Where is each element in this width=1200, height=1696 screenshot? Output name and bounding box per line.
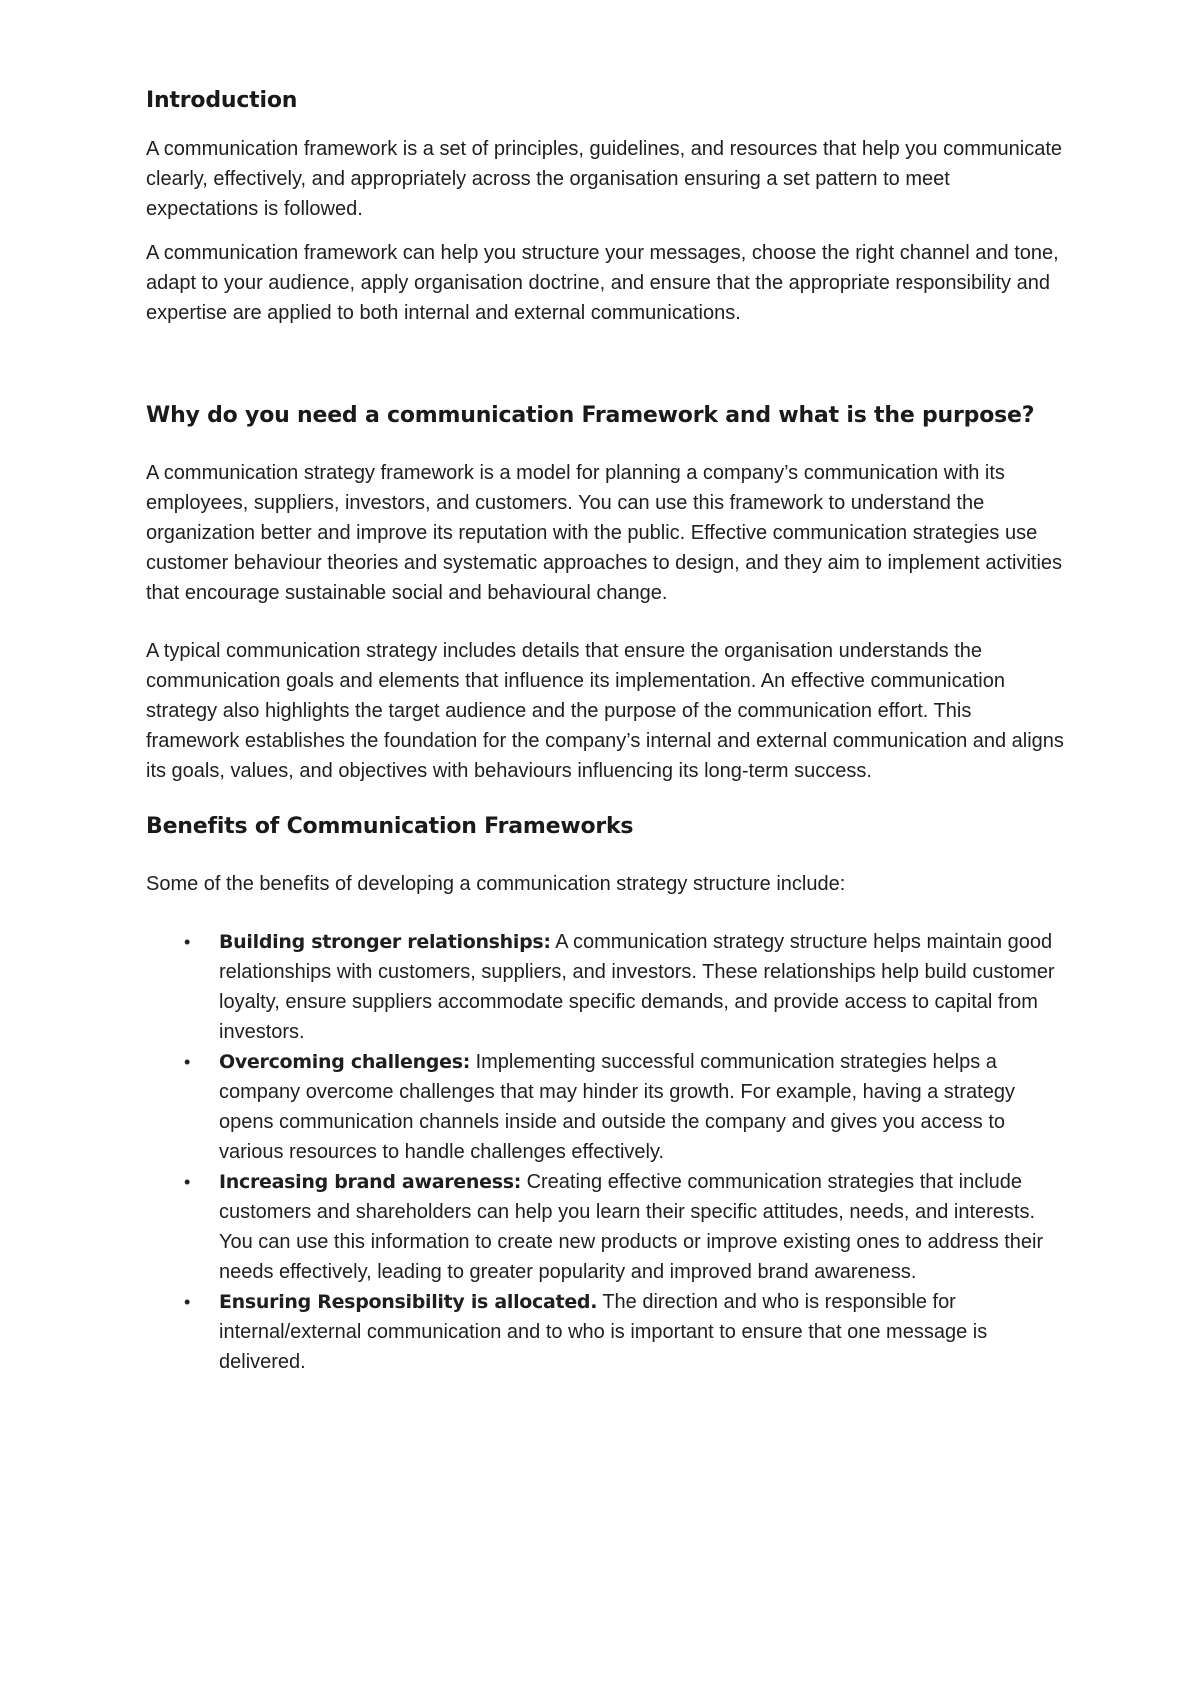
benefits-heading: Benefits of Communication Frameworks [146, 814, 634, 839]
benefit-title: Increasing brand awareness: [219, 1171, 522, 1193]
benefit-title: Overcoming challenges: [219, 1051, 471, 1073]
list-item [146, 1047, 1066, 1167]
bullet-icon: • [184, 1052, 191, 1072]
benefit-text: A communication strategy structure helps maintain good relationships with customers, suppliers, and investors. These relationships help build customer loyalty, ensure suppliers accommodate specific demands, and provide access to capital from investors. [219, 931, 1055, 1043]
benefit-title: Ensuring Responsibility is allocated. [219, 1291, 598, 1313]
bullet-icon: • [184, 1292, 191, 1312]
benefit-text: Creating effective communication strategies that include customers and shareholders can help you learn their specific attitudes, needs, and interests. You can use this information to create new products or improve existing ones to address their needs effectively, leading to greater popularity and improved brand awareness. [219, 1171, 1044, 1283]
bullet-icon: • [184, 1172, 191, 1192]
purpose-heading: Why do you need a communication Framework and what is the purpose? [146, 403, 1035, 428]
bullet-icon: • [184, 932, 191, 952]
intro-paragraph-2: A communication framework can help you structure your messages, choose the right channel and tone, adapt to your audience, apply organisation doctrine, and ensure that the appropriate responsibility and expertise are applied to both internal and external communications. [146, 242, 1059, 324]
document-page [146, 88, 1066, 1377]
benefit-text: Implementing successful communication strategies helps a company overcome challenges that may hinder its growth. For example, having a strategy opens communication channels inside and outside the company and gives you access to various resources to handle challenges effectively. [219, 1051, 1015, 1163]
purpose-paragraph-1: A communication strategy framework is a model for planning a company’s communication with its employees, suppliers, investors, and customers. You can use this framework to understand the organization better and improve its reputation with the public. Effective communication strategies use customer behaviour theories and systematic approaches to design, and they aim to implement activities that encourage sustainable social and behavioural change. [146, 462, 1063, 604]
benefit-text: The direction and who is responsible for internal/external communication and to who is important to ensure that one message is delivered. [219, 1291, 988, 1373]
list-item [146, 927, 1066, 1047]
benefits-intro: Some of the benefits of developing a communication strategy structure include: [146, 873, 846, 895]
introduction-heading: Introduction [146, 88, 298, 113]
benefit-title: Building stronger relationships: [219, 931, 551, 953]
list-item [146, 1287, 1066, 1377]
intro-paragraph-1: A communication framework is a set of principles, guidelines, and resources that help you communicate clearly, effectively, and appropriately across the organisation ensuring a set pattern to meet expectations is followed. [146, 138, 1063, 220]
benefits-list [146, 927, 1066, 1377]
list-item [146, 1167, 1066, 1287]
purpose-paragraph-2: A typical communication strategy includes details that ensure the organisation understands the communication goals and elements that influence its implementation. An effective communication strategy also highlights the target audience and the purpose of the communication effort. This framework establishes the foundation for the company’s internal and external communication and aligns its goals, values, and objectives with behaviours influencing its long-term success. [146, 640, 1064, 782]
